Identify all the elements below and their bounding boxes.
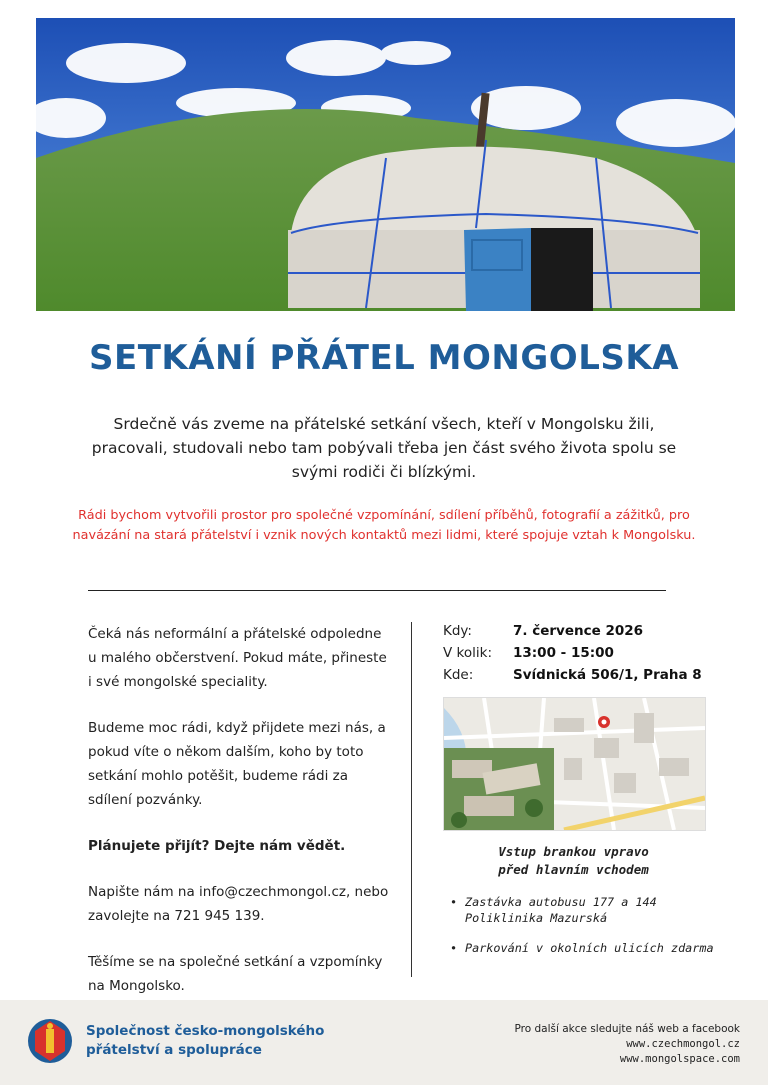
footer [0, 1000, 768, 1085]
list-item-parking: • Parkování v okolních ulicích zdarma [450, 940, 720, 956]
when-value: 7. července 2026 [513, 623, 644, 639]
invite-text: Rádi bychom vytvořili prostor pro společné vzpomínání, sdílení příběhů, fotografií a zážitků, pro navázání na stará přátelství i vznik nových kontaktů mezi lidmi, které spojuje vztah k Mongolsku. [72, 508, 696, 543]
entry-line-1: Vstup brankou vpravo [498, 844, 649, 859]
paragraph-refreshments: Čeká nás neformální a přátelské odpoledne u malého občerstvení. Pokud máte, přineste i své mongolské speciality. [88, 626, 387, 690]
society-logo-icon [27, 1015, 73, 1067]
closing-text: Těšíme se na společné setkání a vzpomínky na Mongolsko. [88, 954, 383, 994]
entry-line-2: před hlavním vchodem [498, 862, 649, 877]
org-line-2: přátelství a spolupráce [86, 1042, 262, 1058]
list-item-bus: • Zastávka autobusu 177 a 144 Poliklinika Mazurská [450, 894, 720, 926]
where-value: Svídnická 506/1, Praha 8 [513, 667, 702, 683]
column-divider [411, 622, 412, 977]
where-label: Kde: [443, 667, 474, 683]
website-link-1[interactable]: www.czechmongol.cz [626, 1038, 740, 1050]
divider [88, 590, 666, 591]
rsvp-heading: Plánujete přijít? Dejte nám vědět. [88, 838, 346, 854]
website-link-2[interactable]: www.mongolspace.com [619, 1053, 740, 1065]
event-info [443, 620, 702, 686]
location-map [443, 697, 706, 831]
entry-note [443, 843, 704, 879]
follow-text: Pro další akce sledujte náš web a facebook [514, 1023, 740, 1035]
intro-text: Srdečně vás zveme na přátelské setkání všech, kteří v Mongolsku žili, pracovali, studovali nebo tam pobývali třeba jen část svého života spolu se svými rodiči či blízkými. [91, 415, 677, 481]
time-value: 13:00 - 15:00 [513, 645, 614, 661]
yurt-photo [36, 18, 735, 311]
details-column [88, 622, 393, 1020]
follow-info [515, 1022, 741, 1067]
when-label: Kdy: [443, 623, 472, 639]
organization-name [86, 1022, 324, 1060]
page-title: SETKÁNÍ PŘÁTEL MONGOLSKA [88, 338, 680, 378]
paragraph-invite-others: Budeme moc rádi, když přijdete mezi nás, a pokud víte o někom dalším, koho by toto setkání mohlo potěšit, budeme rádi za sdílení pozvánky. [88, 720, 386, 808]
time-label: V kolik: [443, 645, 492, 661]
org-line-1: Společnost česko-mongolského [86, 1023, 325, 1039]
directions-list [450, 894, 720, 970]
contact-text: Napište nám na info@czechmongol.cz, nebo zavolejte na 721 945 139. [88, 884, 389, 924]
